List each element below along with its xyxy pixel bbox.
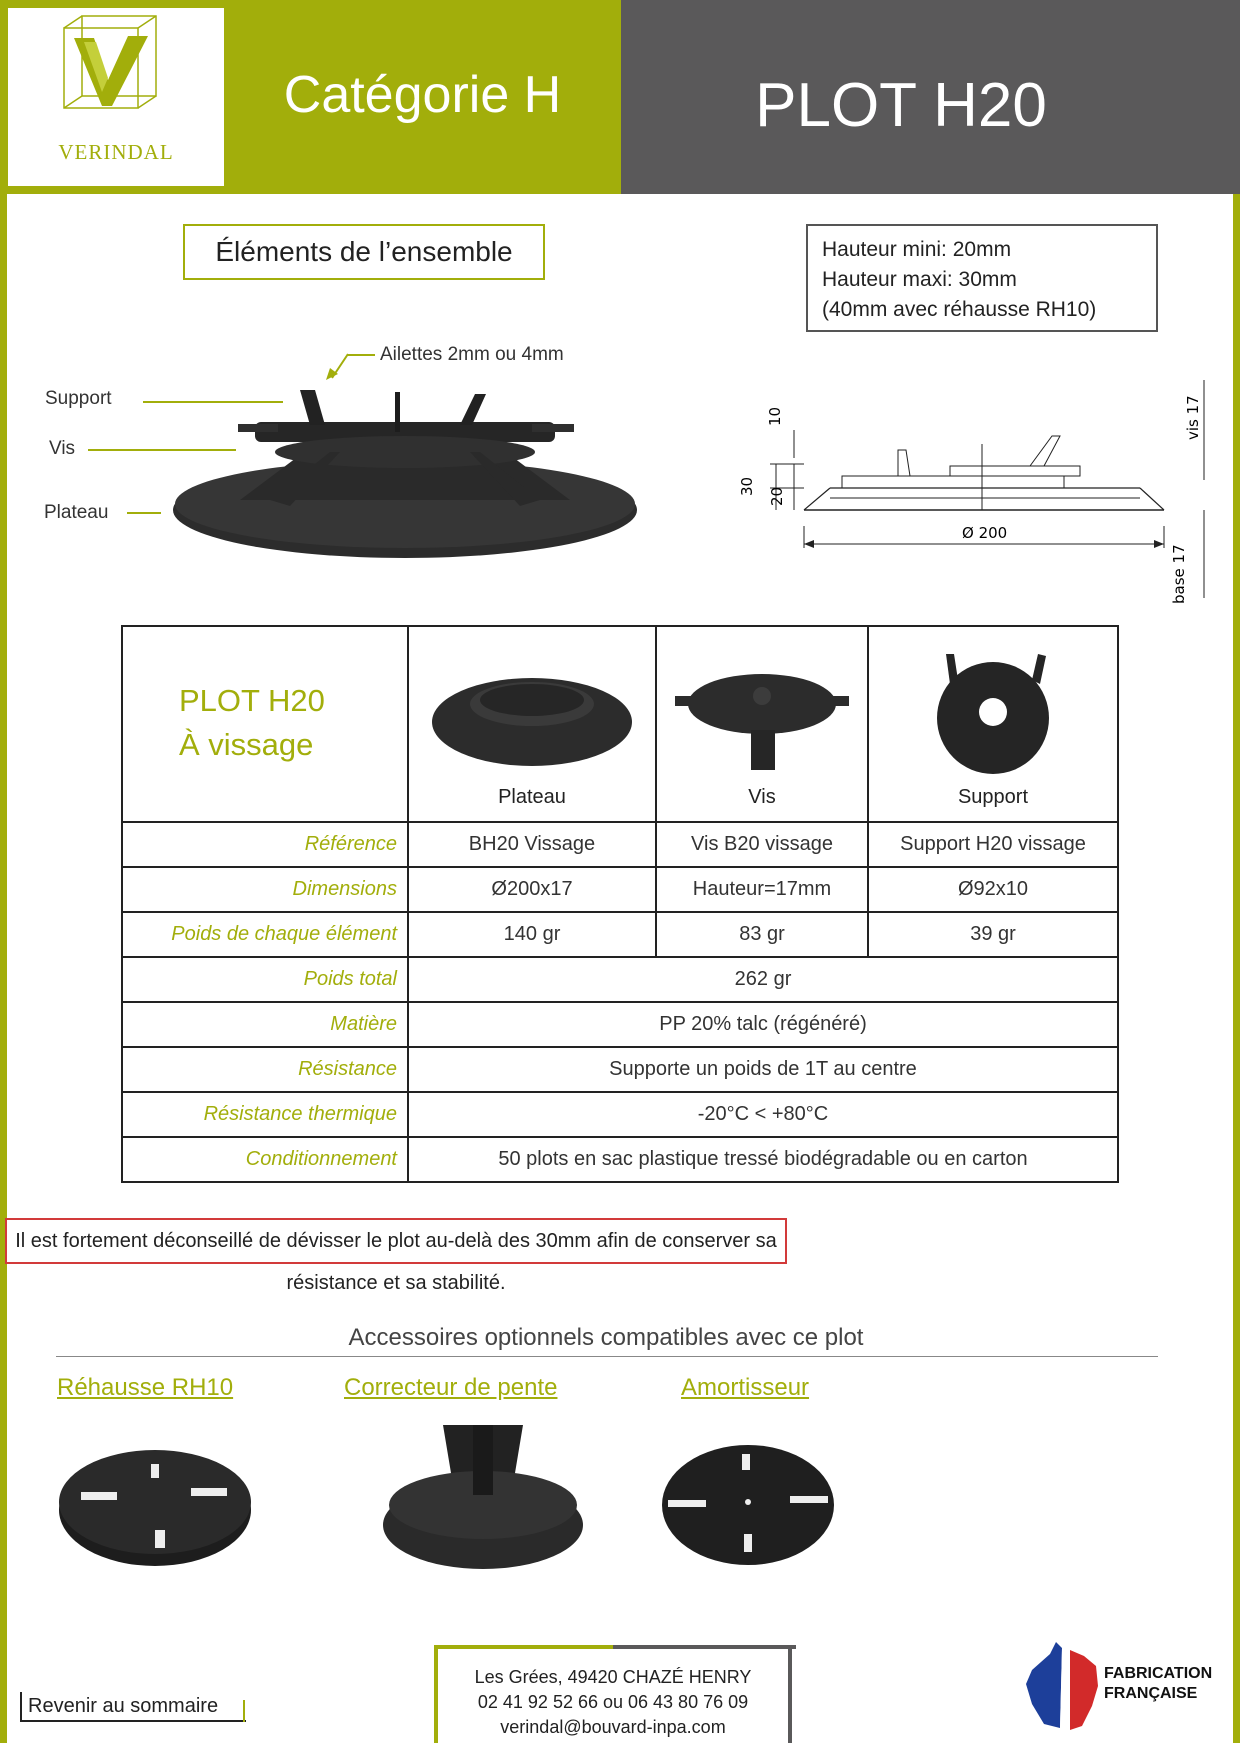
support-photo (898, 650, 1088, 780)
row-label-weight-each: Poids de chaque élément (122, 912, 408, 957)
assembly-photo (160, 380, 650, 590)
weight-plateau: 140 gr (408, 912, 656, 957)
column-label-support: Support (957, 786, 1029, 808)
callout-plateau-line (127, 512, 161, 514)
weight-vis: 83 gr (656, 912, 868, 957)
column-label-vis: Vis (748, 786, 776, 808)
back-to-summary-link[interactable]: Revenir au sommaire (20, 1692, 246, 1722)
height-info-box (806, 224, 1158, 332)
callout-ailettes: Ailettes 2mm ou 4mm (380, 344, 564, 365)
callout-plateau: Plateau (44, 502, 109, 523)
category-title: Catégorie H (283, 66, 562, 124)
product-cell (122, 626, 408, 822)
accessory-link-rehausse[interactable]: Réhausse RH10 (57, 1374, 234, 1401)
table-row (122, 1002, 1118, 1047)
accessory-link-correcteur[interactable]: Correcteur de pente (344, 1374, 558, 1401)
height-max: Hauteur maxi: 30mm (822, 268, 1017, 291)
correcteur-photo[interactable] (378, 1425, 588, 1575)
height-min: Hauteur mini: 20mm (822, 238, 1012, 261)
reference-support: Support H20 vissage (868, 822, 1118, 867)
dimensions-plateau: Ø200x17 (408, 867, 656, 912)
table-row (122, 1047, 1118, 1092)
table-row (122, 1092, 1118, 1137)
dim-10-label: 10 (766, 406, 784, 426)
weight-support: 39 gr (868, 912, 1118, 957)
assembly-heading: Éléments de l’ensemble (183, 224, 545, 280)
table-row (122, 822, 1118, 867)
dim-30-label: 30 (738, 476, 756, 496)
dim-20-label: 20 (768, 486, 786, 506)
table-row (122, 1137, 1118, 1182)
row-label-material: Matière (122, 1002, 408, 1047)
dimensions-vis: Hauteur=17mm (656, 867, 868, 912)
table-header-row (122, 626, 1118, 822)
material-value: PP 20% talc (régénéré) (408, 1002, 1118, 1047)
callout-vis: Vis (49, 438, 76, 459)
dim-diameter-label: Ø 200 (962, 524, 1008, 542)
dim-base-label: base 17 (1170, 544, 1188, 604)
reference-plateau: BH20 Vissage (408, 822, 656, 867)
contact-email[interactable]: verindal@bouvard-inpa.com (500, 1717, 726, 1737)
row-label-resistance: Résistance (122, 1047, 408, 1092)
height-extension: (40mm avec réhausse RH10) (822, 298, 1097, 321)
made-in-line2: FRANÇAISE (1104, 1685, 1198, 1702)
right-border (1233, 0, 1240, 1743)
product-subtitle: À vissage (179, 727, 314, 762)
made-in-line1: FABRICATION (1104, 1665, 1213, 1682)
page-title: PLOT H20 (755, 71, 1047, 140)
table-row (122, 867, 1118, 912)
total-weight-value: 262 gr (408, 957, 1118, 1002)
plateau-photo (427, 660, 637, 780)
made-in-france-text (1104, 1664, 1212, 1704)
row-label-reference: Référence (122, 822, 408, 867)
made-in-france-badge (1022, 1640, 1232, 1732)
accessories-title: Accessoires optionnels compatibles avec ce plot (348, 1324, 864, 1351)
warning-box: Il est fortement déconseillé de dévisser le plot au-delà des 30mm afin de conserver sa résistance et sa stabilité. (5, 1218, 787, 1264)
dimensions-support: Ø92x10 (868, 867, 1118, 912)
row-label-dimensions: Dimensions (122, 867, 408, 912)
column-support (868, 626, 1118, 822)
row-label-thermal: Résistance thermique (122, 1092, 408, 1137)
packaging-value: 50 plots en sac plastique tressé biodégradable ou en carton (408, 1137, 1118, 1182)
amortisseur-photo[interactable] (658, 1440, 838, 1570)
dim-vis-label: vis 17 (1184, 395, 1202, 440)
left-border (0, 0, 7, 1743)
accessory-link-amortisseur[interactable]: Amortisseur (681, 1374, 810, 1401)
row-label-total-weight: Poids total (122, 957, 408, 1002)
rehausse-photo[interactable] (55, 1440, 255, 1570)
row-label-packaging: Conditionnement (122, 1137, 408, 1182)
column-label-plateau: Plateau (498, 786, 566, 808)
callout-support: Support (45, 388, 112, 409)
contact-box (434, 1645, 792, 1743)
back-link-accent (243, 1700, 245, 1722)
contact-phone[interactable]: 02 41 92 52 66 ou 06 43 80 76 09 (477, 1692, 749, 1712)
france-flag-map-icon (1022, 1640, 1106, 1732)
contact-box-accent (613, 1645, 796, 1649)
technical-drawing (730, 380, 1210, 610)
table-row (122, 912, 1118, 957)
logo (8, 8, 224, 186)
contact-address: Les Grées, 49420 CHAZÉ HENRY (474, 1667, 752, 1687)
callout-support-line (143, 401, 283, 403)
product-name: PLOT H20 (179, 683, 325, 718)
verindal-logo-icon (8, 8, 224, 138)
vis-photo (667, 660, 857, 780)
accessories-divider (56, 1356, 1158, 1357)
callout-vis-line (88, 449, 236, 451)
spec-table (121, 625, 1119, 1183)
column-plateau (408, 626, 656, 822)
thermal-value: -20°C < +80°C (408, 1092, 1118, 1137)
callout-ailettes-arrow-icon (326, 352, 352, 382)
logo-text: VERINDAL (58, 140, 174, 164)
reference-vis: Vis B20 vissage (656, 822, 868, 867)
table-row (122, 957, 1118, 1002)
resistance-value: Supporte un poids de 1T au centre (408, 1047, 1118, 1092)
column-vis (656, 626, 868, 822)
